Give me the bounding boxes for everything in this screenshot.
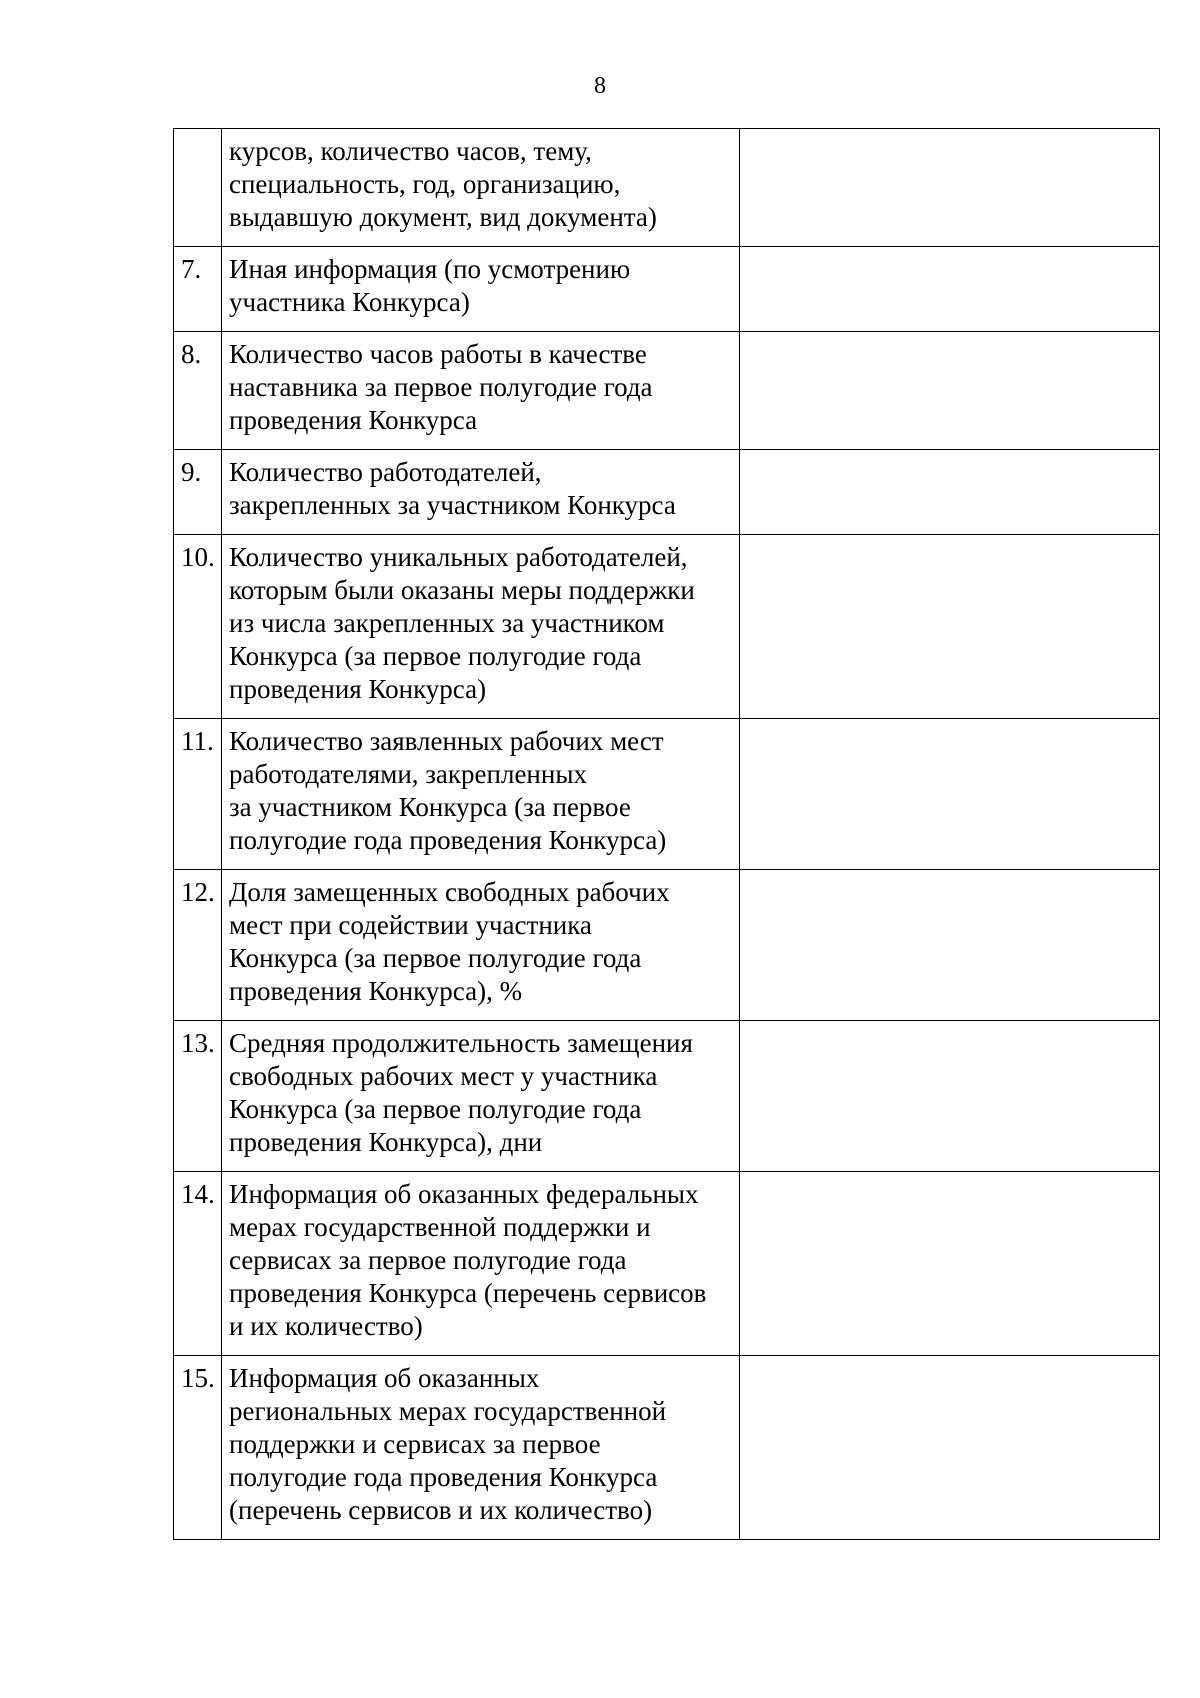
table-row — [174, 247, 1160, 332]
indicator-name-line: сервисах за первое полугодие года — [229, 1245, 627, 1275]
indicator-name — [222, 450, 740, 535]
indicator-name-line: свободных рабочих мест у участника — [229, 1061, 658, 1091]
value-cell — [740, 1172, 1160, 1356]
indicator-name-line: выдавшую документ, вид документа) — [229, 202, 657, 232]
indicator-name-line: Информация об оказанных — [229, 1363, 540, 1393]
value-cell — [740, 535, 1160, 719]
indicator-name-line: закрепленных за участником Конкурса — [229, 490, 676, 520]
value-cell — [740, 719, 1160, 870]
table-row — [174, 1172, 1160, 1356]
row-number: 14. — [174, 1172, 222, 1356]
questionnaire-table — [173, 128, 1160, 1540]
indicator-name-line: Количество уникальных работодателей, — [229, 542, 688, 572]
value-cell — [740, 1356, 1160, 1540]
indicator-name-line: работодателями, закрепленных — [229, 759, 587, 789]
value-cell — [740, 129, 1160, 247]
indicator-name-line: которым были оказаны меры поддержки — [229, 575, 695, 605]
indicator-name-line: Информация об оказанных федеральных — [229, 1179, 699, 1209]
indicator-name-line: мест при содействии участника — [229, 910, 592, 940]
indicator-name-line: Доля замещенных свободных рабочих — [229, 877, 670, 907]
table-row — [174, 332, 1160, 450]
table-row — [174, 1356, 1160, 1540]
indicator-name-line: (перечень сервисов и их количество) — [229, 1495, 653, 1525]
row-number: 7. — [174, 247, 222, 332]
indicator-name — [222, 1021, 740, 1172]
page-number: 8 — [594, 73, 606, 99]
indicator-name-line: курсов, количество часов, тему, — [229, 136, 592, 166]
indicator-name-line: мерах государственной поддержки и — [229, 1212, 651, 1242]
indicator-name-line: проведения Конкурса) — [229, 674, 487, 704]
indicator-name — [222, 1356, 740, 1540]
table-body — [174, 129, 1160, 1540]
indicator-name-line: полугодие года проведения Конкурса — [229, 1462, 658, 1492]
indicator-name-line: за участником Конкурса (за первое — [229, 792, 631, 822]
row-number: 11. — [174, 719, 222, 870]
indicator-name — [222, 1172, 740, 1356]
table-row — [174, 450, 1160, 535]
indicator-name-line: поддержки и сервисах за первое — [229, 1429, 601, 1459]
row-number — [174, 129, 222, 247]
table-row — [174, 535, 1160, 719]
indicator-name-line: из числа закрепленных за участником — [229, 608, 665, 638]
row-number: 8. — [174, 332, 222, 450]
indicator-name — [222, 332, 740, 450]
value-cell — [740, 450, 1160, 535]
row-number: 15. — [174, 1356, 222, 1540]
indicator-name-line: проведения Конкурса — [229, 405, 478, 435]
indicator-name-line: региональных мерах государственной — [229, 1396, 667, 1426]
indicator-name-line: Количество часов работы в качестве — [229, 339, 647, 369]
row-number: 13. — [174, 1021, 222, 1172]
indicator-name-line: Конкурса (за первое полугодие года — [229, 1094, 642, 1124]
row-number: 9. — [174, 450, 222, 535]
indicator-name — [222, 719, 740, 870]
table-row — [174, 129, 1160, 247]
indicator-name-line: Количество заявленных рабочих мест — [229, 726, 664, 756]
indicator-name — [222, 129, 740, 247]
indicator-name-line: проведения Конкурса), % — [229, 976, 523, 1006]
indicator-name — [222, 870, 740, 1021]
value-cell — [740, 870, 1160, 1021]
indicator-name-line: Иная информация (по усмотрению — [229, 254, 631, 284]
row-number: 10. — [174, 535, 222, 719]
indicator-name-line: проведения Конкурса (перечень сервисов — [229, 1278, 707, 1308]
table-row — [174, 719, 1160, 870]
indicator-name-line: и их количество) — [229, 1311, 423, 1341]
indicator-name-line: участника Конкурса) — [229, 287, 470, 317]
indicator-name-line: Конкурса (за первое полугодие года — [229, 943, 642, 973]
table-row — [174, 1021, 1160, 1172]
indicator-name-line: наставника за первое полугодие года — [229, 372, 653, 402]
value-cell — [740, 332, 1160, 450]
value-cell — [740, 247, 1160, 332]
indicator-name-line: полугодие года проведения Конкурса) — [229, 825, 667, 855]
row-number: 12. — [174, 870, 222, 1021]
indicator-name-line: Количество работодателей, — [229, 457, 542, 487]
table-row — [174, 870, 1160, 1021]
value-cell — [740, 1021, 1160, 1172]
indicator-name-line: Конкурса (за первое полугодие года — [229, 641, 642, 671]
indicator-name-line: Средняя продолжительность замещения — [229, 1028, 693, 1058]
indicator-name-line: специальность, год, организацию, — [229, 169, 621, 199]
indicator-name-line: проведения Конкурса), дни — [229, 1127, 543, 1157]
indicator-name — [222, 247, 740, 332]
indicator-name — [222, 535, 740, 719]
